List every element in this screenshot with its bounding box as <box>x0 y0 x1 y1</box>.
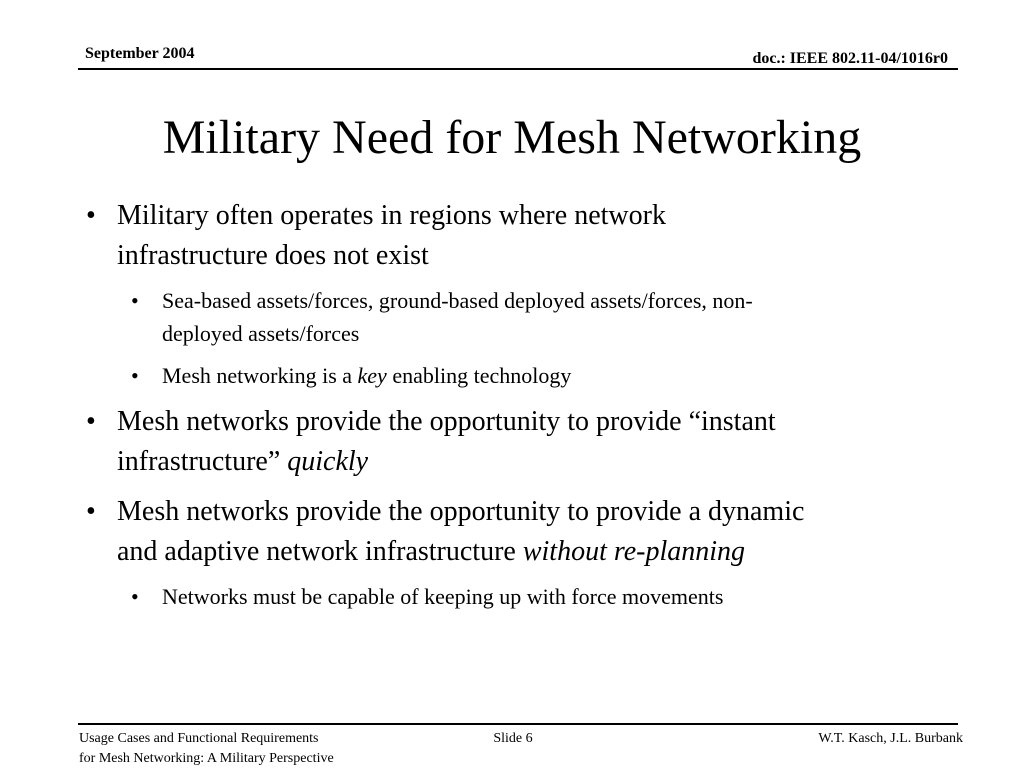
bullet-2-line-1: Mesh networks provide the opportunity to provide “instant <box>117 406 776 437</box>
sub-bullet-marker: • <box>131 363 139 388</box>
footer-title-line-2: for Mesh Networking: A Military Perspective <box>79 751 334 766</box>
header-doc-id: doc.: IEEE 802.11-04/1016r0 <box>752 50 948 67</box>
sub-bullet-1-1-line-2: deployed assets/forces <box>162 321 360 346</box>
bullet-3-emphasis: without re-planning <box>522 536 746 567</box>
bullet-2-emphasis: quickly <box>287 446 369 477</box>
bullet-2-line-2-pre: infrastructure” <box>117 446 288 477</box>
header-divider <box>78 68 958 70</box>
bullet-marker: • <box>86 406 96 437</box>
bullet-1-line-1: Military often operates in regions where network <box>117 200 666 231</box>
bullet-2-line-2 <box>117 442 368 482</box>
sub-bullet-1-2 <box>162 359 571 393</box>
slide-title: Military Need for Mesh Networking <box>162 111 862 164</box>
footer-presentation-title <box>79 729 334 768</box>
sub-bullet-1-2-emphasis: key <box>357 363 387 388</box>
sub-bullet-marker: • <box>131 584 139 609</box>
sub-bullet-1-1-line-1: Sea-based assets/forces, ground-based deployed assets/forces, non- <box>162 288 753 313</box>
sub-bullet-1-2-post: enabling technology <box>386 363 572 388</box>
bullet-1-line-2: infrastructure does not exist <box>117 240 429 271</box>
bullet-marker: • <box>86 200 96 231</box>
sub-bullet-1-2-pre: Mesh networking is a <box>162 363 358 388</box>
bullet-3-line-2 <box>117 532 745 572</box>
footer-divider <box>78 723 958 725</box>
sub-bullet-3-1: Networks must be capable of keeping up with force movements <box>162 584 724 609</box>
bullet-marker: • <box>86 496 96 527</box>
footer-authors: W.T. Kasch, J.L. Burbank <box>818 731 963 746</box>
footer-slide-number: Slide 6 <box>493 731 533 746</box>
footer-title-line-1: Usage Cases and Functional Requirements <box>79 731 319 746</box>
header-date: September 2004 <box>85 45 195 62</box>
bullet-3-line-1: Mesh networks provide the opportunity to provide a dynamic <box>117 496 805 527</box>
sub-bullet-marker: • <box>131 288 139 313</box>
bullet-3-line-2-pre: and adaptive network infrastructure <box>117 536 523 567</box>
